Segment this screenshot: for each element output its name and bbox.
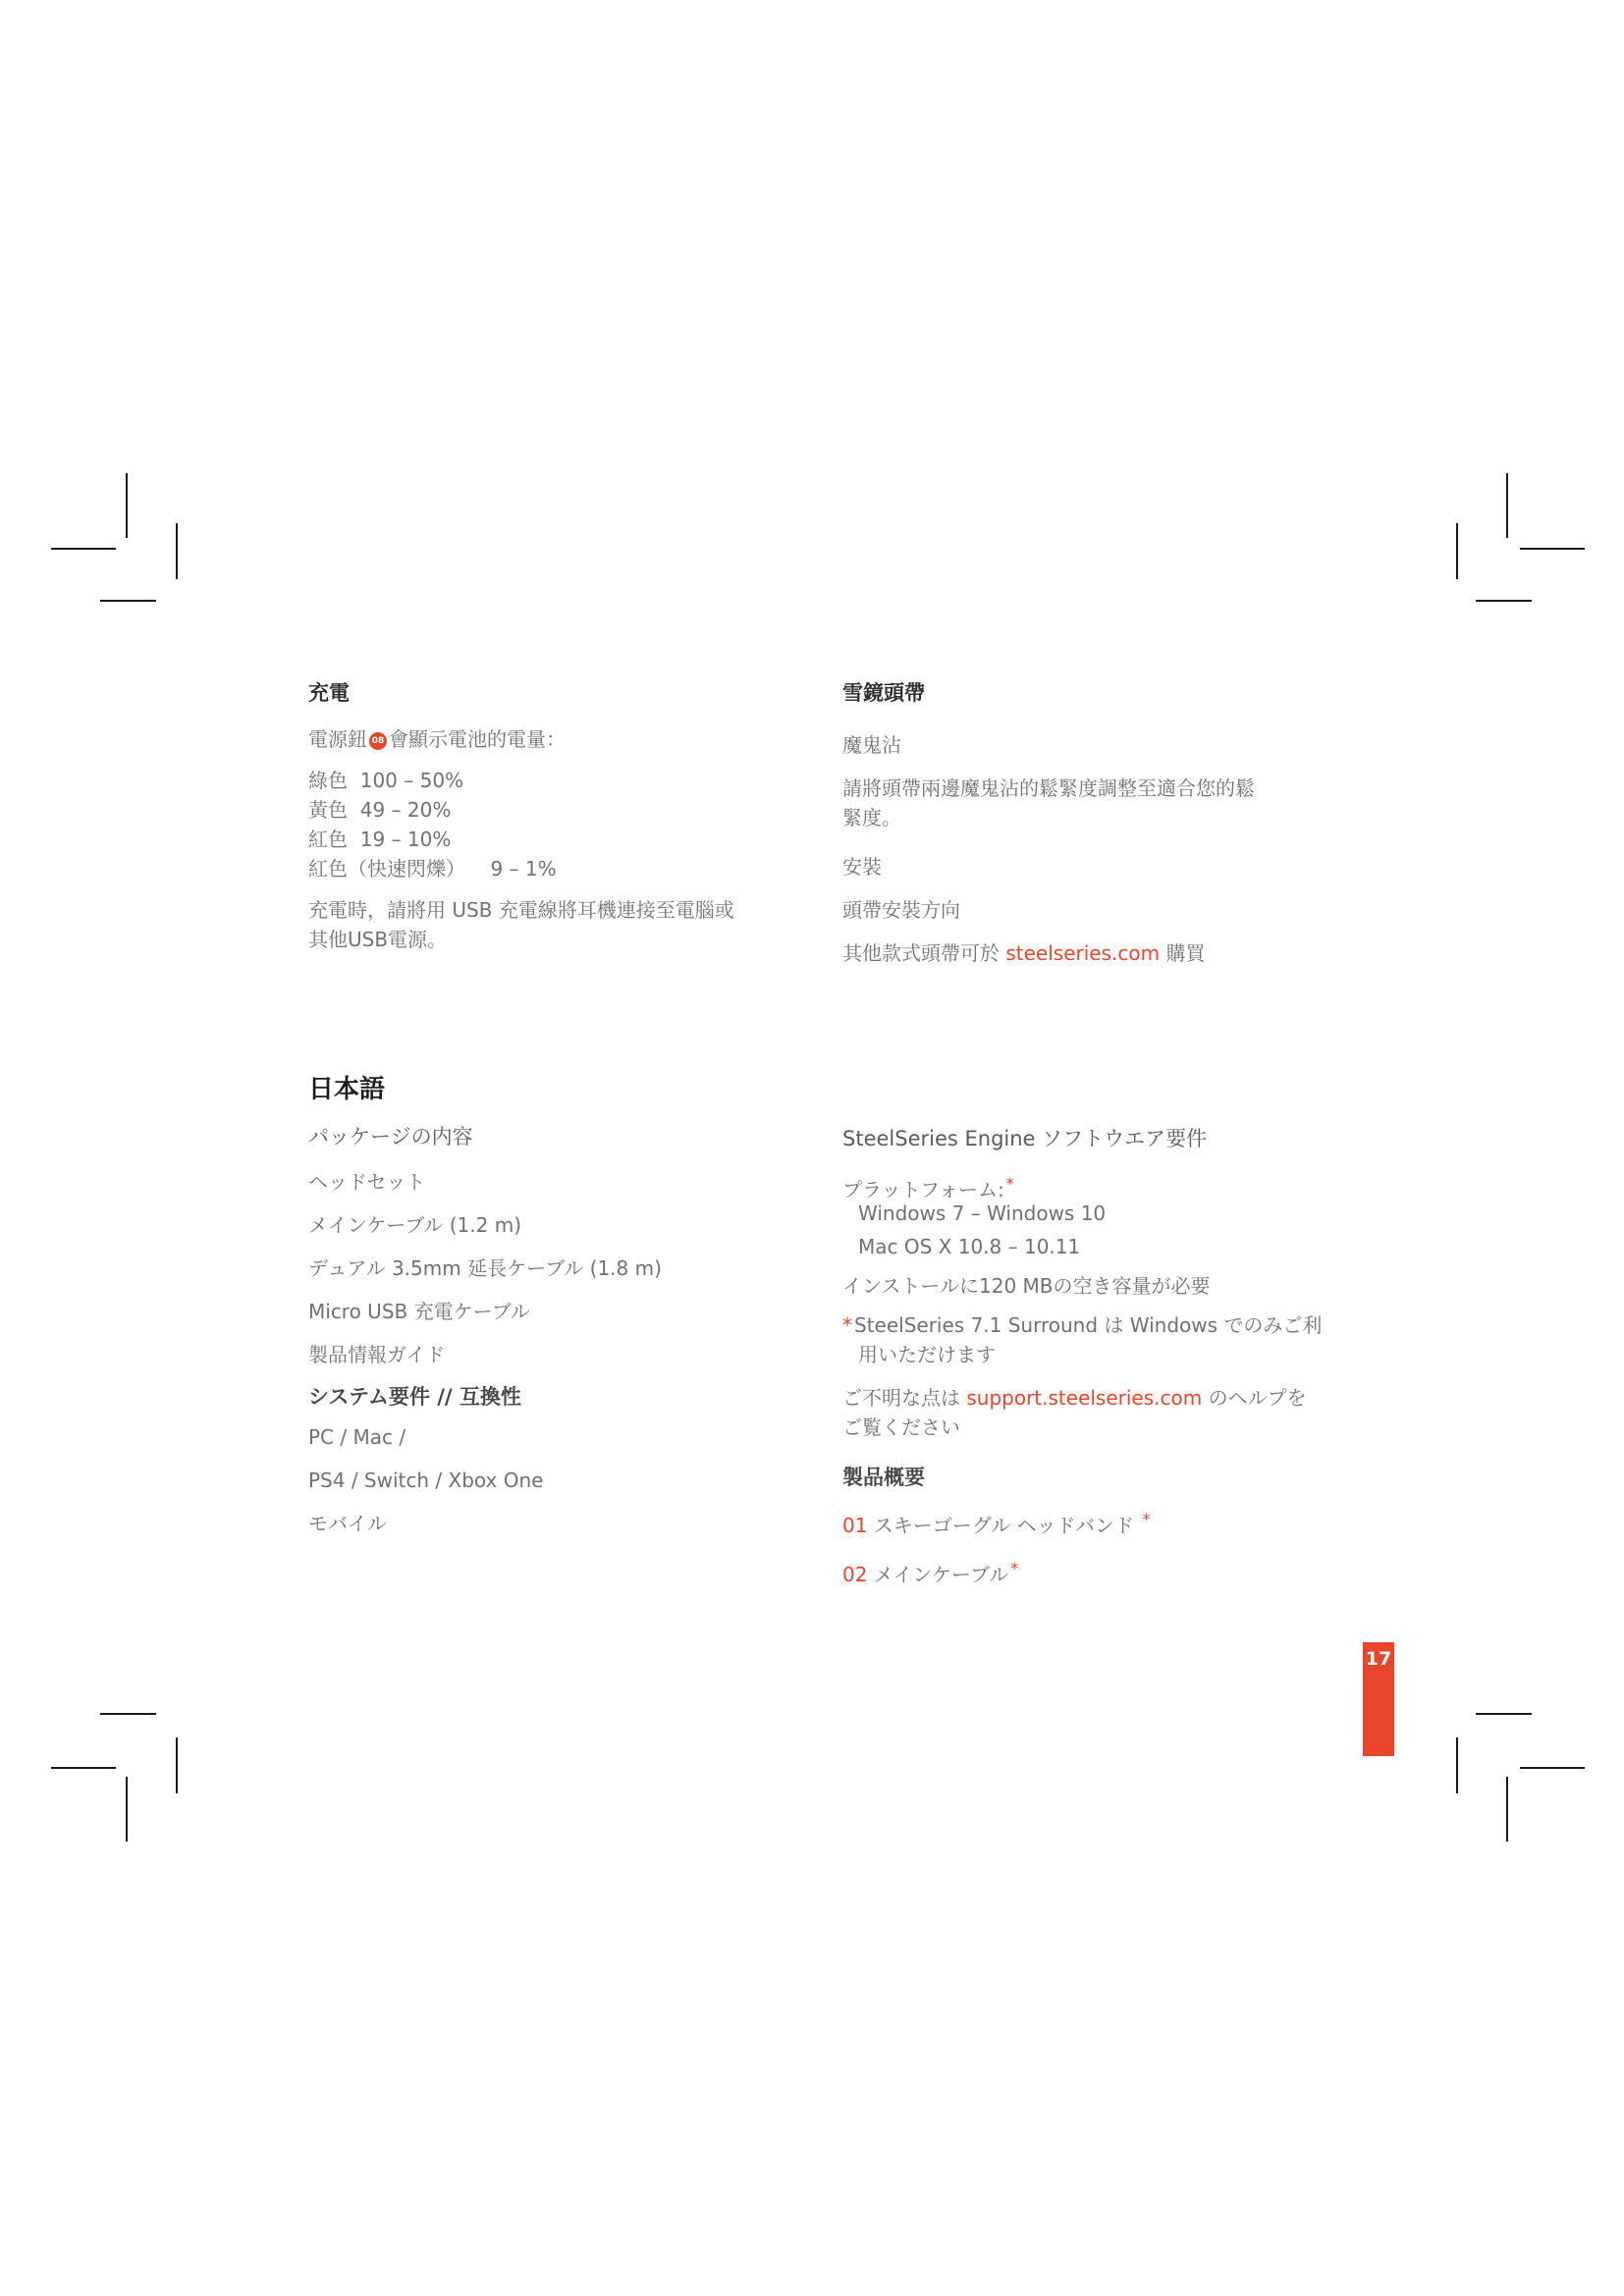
package-list xyxy=(308,1167,799,1369)
engine-title: SteelSeries Engine ソフトウエア要件 xyxy=(842,1127,1208,1150)
system-item: PS4 / Switch / Xbox One xyxy=(308,1468,544,1492)
crop-mark xyxy=(1520,1767,1585,1769)
charge-instruction-1: 充電時，請將用 USB 充電線將耳機連接至電腦或 xyxy=(308,898,734,922)
battery-level-item: 紅色 19 – 10% xyxy=(308,828,452,851)
overview-item: 02 メインケーブル * xyxy=(842,1559,1019,1586)
japanese-heading: 日本語 xyxy=(308,1075,386,1104)
help-text-2: ご覧ください xyxy=(842,1415,960,1439)
surround-note-2: 用いただけます xyxy=(858,1343,996,1366)
support-link[interactable]: support.steelseries.com xyxy=(966,1386,1203,1410)
platform-label: プラットフォーム: * xyxy=(842,1174,1014,1201)
crop-mark xyxy=(51,1767,116,1769)
japanese-section xyxy=(308,1073,799,1552)
battery-level-item: 黃色 49 – 20% xyxy=(308,798,452,822)
system-list xyxy=(308,1422,799,1538)
crop-mark xyxy=(1506,1777,1508,1842)
charging-heading: 充電 xyxy=(308,681,350,705)
engine-section xyxy=(842,1124,1333,1589)
power-status-intro xyxy=(308,724,799,754)
system-item: PC / Mac / xyxy=(308,1425,406,1449)
system-item: モバイル xyxy=(308,1512,387,1535)
crop-mark xyxy=(1456,1737,1458,1793)
steelseries-link[interactable]: steelseries.com xyxy=(1005,941,1161,965)
crop-mark xyxy=(126,1777,128,1842)
install-requirement: インストールに120 MBの空き容量が必要 xyxy=(842,1274,1211,1298)
package-item: 製品情報ガイド xyxy=(308,1343,446,1366)
crop-mark xyxy=(126,473,128,538)
system-title: システム要件 // 互換性 xyxy=(308,1385,521,1409)
velcro-text-2: 緊度。 xyxy=(842,806,901,829)
power-button-badge: 08 xyxy=(369,732,387,750)
package-item: ヘッドセット xyxy=(308,1170,426,1194)
crop-mark xyxy=(100,600,156,602)
surround-note-1: * SteelSeries 7.1 Surround は Windows でのみご利 xyxy=(842,1313,1323,1337)
status-intro-text-2: 會顯示電池的電量： xyxy=(389,727,566,751)
install-title: 安裝 xyxy=(842,855,882,879)
crop-mark xyxy=(100,1713,156,1715)
velcro-text-1: 請將頭帶兩邊魔鬼沾的鬆緊度調整至適合您的鬆 xyxy=(842,776,1255,800)
battery-level-item: 紅色（快速閃爍） 9 – 1% xyxy=(308,857,557,881)
overview-item: 01 スキーゴーグル ヘッドバンド * xyxy=(842,1510,1151,1537)
crop-mark xyxy=(1520,548,1585,550)
package-item: Micro USB 充電ケーブル xyxy=(308,1300,530,1323)
velcro-title: 魔鬼沾 xyxy=(842,733,901,757)
charging-section xyxy=(308,679,799,954)
crop-mark xyxy=(176,523,178,579)
page-number-tab: 17 xyxy=(1363,1642,1394,1756)
crop-mark xyxy=(1476,1713,1532,1715)
crop-mark xyxy=(176,1737,178,1793)
footnote-star: * xyxy=(1005,1174,1014,1193)
package-item: メインケーブル (1.2 m) xyxy=(308,1213,522,1237)
crop-mark xyxy=(1476,600,1532,602)
battery-levels xyxy=(308,766,799,883)
crop-mark xyxy=(1506,473,1508,538)
headband-section xyxy=(842,679,1333,968)
battery-level-item: 綠色 100 – 50% xyxy=(308,769,464,792)
help-text: ご不明な点は support.steelseries.com のヘルプを xyxy=(842,1386,1307,1410)
platform-mac: Mac OS X 10.8 – 10.11 xyxy=(858,1235,1081,1258)
package-title: パッケージの内容 xyxy=(308,1125,473,1148)
package-item: デュアル 3.5mm 延長ケーブル (1.8 m) xyxy=(308,1256,662,1280)
status-intro-text: 電源鈕 xyxy=(308,727,367,751)
crop-mark xyxy=(51,548,116,550)
platform-windows: Windows 7 – Windows 10 xyxy=(858,1201,1107,1225)
crop-mark xyxy=(1456,523,1458,579)
headband-heading: 雪鏡頭帶 xyxy=(842,681,925,705)
install-text: 頭帶安裝方向 xyxy=(842,898,960,922)
buy-text: 其他款式頭帶可於 steelseries.com 購買 xyxy=(842,941,1206,965)
charge-instruction-2: 其他USB電源。 xyxy=(308,928,448,951)
overview-title: 製品概要 xyxy=(842,1466,925,1489)
